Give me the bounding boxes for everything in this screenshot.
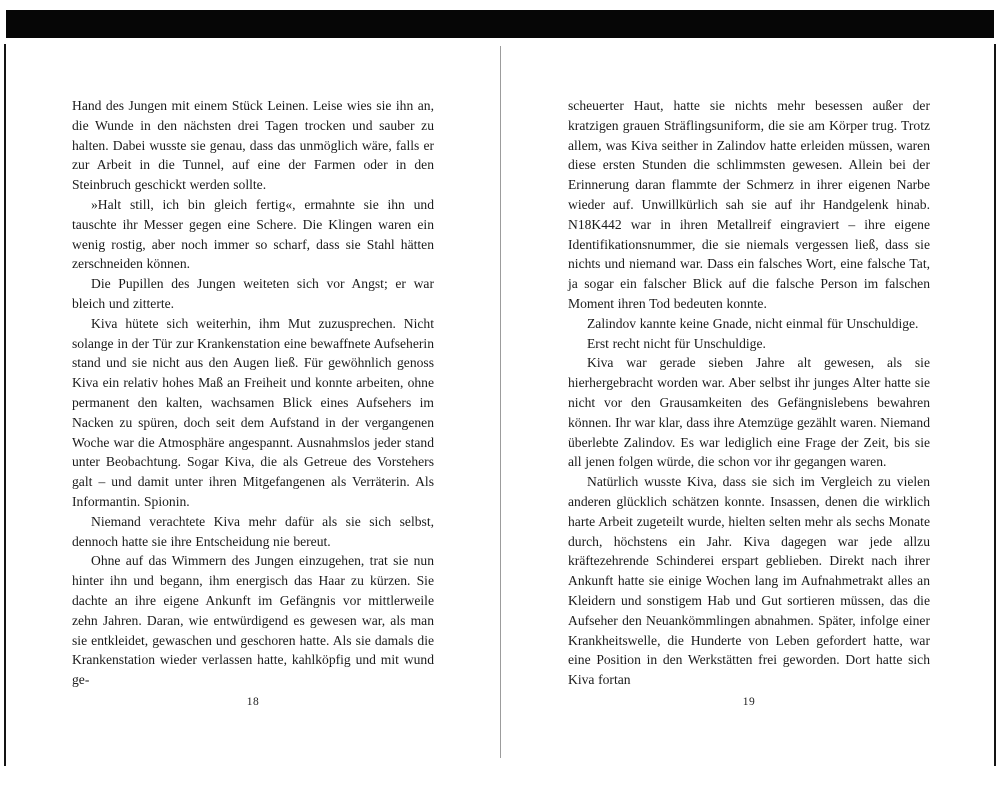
paragraph: scheuerter Haut, hatte sie nichts mehr besessen außer der kratzigen grauen Sträflingsuniform, die sie am Körper trug. Trotz allem, was Kiva seither in Zalindov hatte erleiden müssen, waren diese ersten Stunden die schlimmsten gewesen. Allein bei der Erinnerung daran flammte der Schmerz in ihrer eigenen Narbe wieder auf. Unwillkürlich sah sie auf ihr Handgelenk hinab. N18K442 war in ihren Metallreif eingraviert – ihre eigene Identifikationsnummer, die sie niemals vergessen ließ, dass sie nichts und niemand war. Dass ein falsches Wort, eine falsche Tat, ja sogar ein falscher Blick auf die falsche Person im falschen Moment ihren Tod bedeuten konnte.: [568, 98, 930, 311]
page-right-text: [568, 96, 930, 690]
paragraph: Natürlich wusste Kiva, dass sie sich im Vergleich zu vielen anderen glücklich schätzen konnte. Insassen, denen die wirklich harte Arbeit zugeteilt wurde, hielten selten mehr als sechs Monate durch, höchstens ein Jahr. Kiva dagegen war jede allzu kräftezehrende Schinderei erspart geblieben. Direkt nach ihrer Ankunft hatte sie einige Wochen lang im Aufnahmetrakt alles an Kleidern und sonstigem Hab und Gut sortieren müssen, das die Aufseher den Neuankömmlingen abnahmen. Später, infolge einer Krankheitswelle, die Hunderte von Leben gefordert hatte, war eine Position in den Werkstätten frei geworden. Dort hatte sich Kiva fortan: [568, 474, 930, 688]
paragraph: Erst recht nicht für Unschuldige.: [587, 335, 766, 351]
paragraph: Zalindov kannte keine Gnade, nicht einmal für Unschuldige.: [587, 315, 919, 331]
paragraph: »Halt still, ich bin gleich fertig«, ermahnte sie ihn und tauschte ihr Messer gegen eine Schere. Die Klingen waren ein wenig rostig, aber noch immer so scharf, dass sie Stahl hätten zerschneiden können.: [72, 196, 434, 272]
paragraph: Kiva war gerade sieben Jahre alt gewesen, als sie hierhergebracht worden war. Aber selbst ihr junges Alter hatte sie nicht vor den Grausamkeiten des Gefängnislebens bewahren können. Ihr war klar, dass ihre Atemzüge gezählt waren. Niemand überlebte Zalindov. Es war lediglich eine Frage der Zeit, bis sie all jenen folgen würde, die schon vor ihr gegangen waren.: [568, 355, 931, 470]
paragraph: Ohne auf das Wimmern des Jungen einzugehen, trat sie nun hinter ihn und begann, ihm energisch das Haar zu kürzen. Sie dachte an ihre eigene Ankunft im Gefängnis vor mittlerweile zehn Jahren. Daran, wie entwürdigend es gewesen war, als man sie entkleidet, gewaschen und geschoren hatte. Als sie damals die Krankenstation wieder verlassen hatte, kahlköpfig und mit wund ge-: [72, 553, 434, 688]
scan-edge-left: [4, 44, 6, 766]
page-number-right: 19: [742, 696, 756, 708]
page-left-text: [72, 96, 434, 690]
page-right: [568, 96, 930, 690]
paragraph: Niemand verachtete Kiva mehr dafür als sie sich selbst, dennoch hatte sie ihre Entscheidung nie bereut.: [72, 513, 434, 549]
page-gutter-line: [500, 46, 501, 758]
paragraph: Kiva hütete sich weiterhin, ihm Mut zuzusprechen. Nicht solange in der Tür zur Krankenstation eine bewaffnete Aufseherin stand und sie nicht aus den Augen ließ. Für gewöhnlich genoss Kiva ein relativ hohes Maß an Freiheit und konnte arbeiten, ohne permanent den kalten, wachsamen Blick eines Aufsehers im Nacken zu spüren, doch seit dem Aufstand in der vergangenen Woche war die Atmosphäre angespannt. Ausnahmslos jeder stand unter Beobachtung. Sogar Kiva, die als Getreue des Vorstehers galt – und damit unter ihren Mitgefangenen als Verräterin. Als Informantin. Spionin.: [72, 315, 434, 509]
page-number-left: 18: [246, 696, 260, 708]
page-left: [72, 96, 434, 690]
scan-edge-right: [994, 44, 996, 766]
paragraph: Hand des Jungen mit einem Stück Leinen. Leise wies sie ihn an, die Wunde in den nächsten drei Tagen trocken und sauber zu halten. Dabei wusste sie genau, dass das unmöglich wäre, falls er zur Arbeit in die Tunnel, auf eine der Farmen oder in den Steinbruch geschickt werden sollte.: [72, 98, 434, 193]
scan-edge-top: [6, 10, 994, 38]
paragraph: Die Pupillen des Jungen weiteten sich vor Angst; er war bleich und zitterte.: [72, 276, 434, 311]
